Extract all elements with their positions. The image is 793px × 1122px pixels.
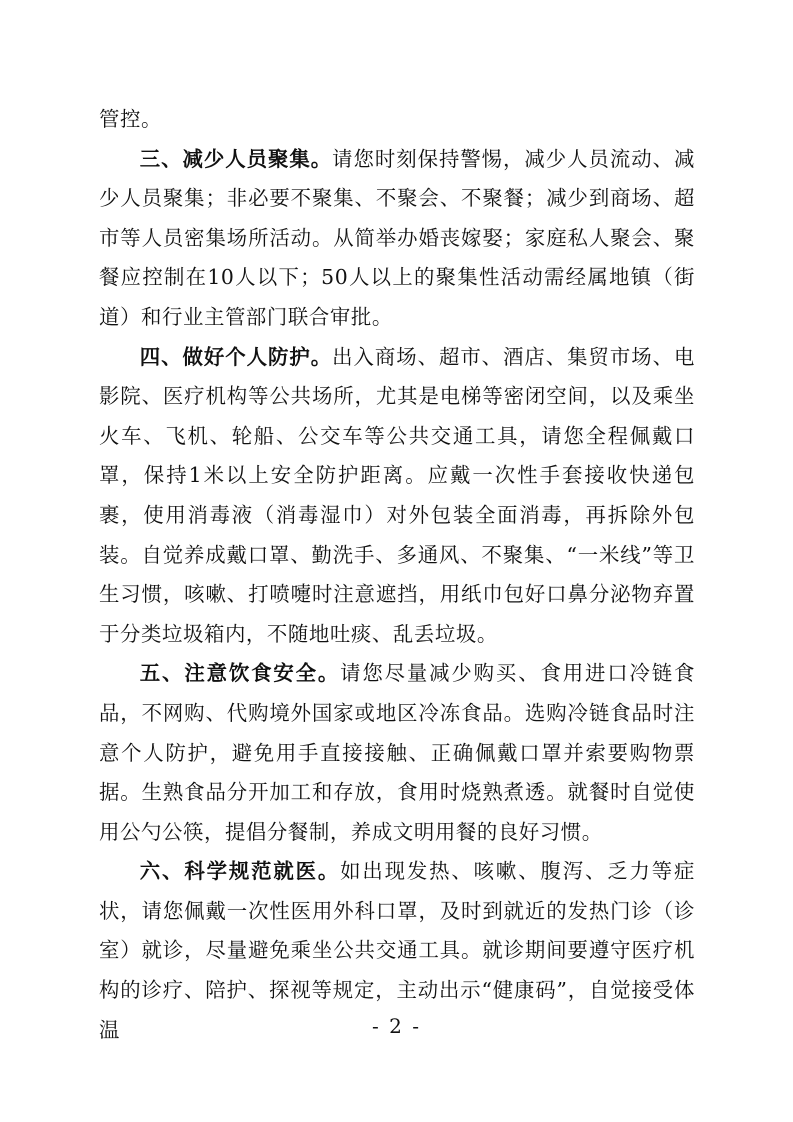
section-personal-protection [99,338,695,655]
document-body [99,100,695,1050]
section-text: 请您尽量减少购买、食用进口冷链食品，不网购、代购境外国家或地区冷冻食品。选购冷链食品时注意个人防护，避免用手直接接触、正确佩戴口罩并索要购物票据。生熟食品分开加工和存放，食用时烧熟煮透。就餐时自觉使用公勺公筷，提倡分餐制，养成文明用餐的良好习惯。 [99,661,695,844]
section-text: 如出现发热、咳嗽、腹泻、乏力等症状，请您佩戴一次性医用外科口罩，及时到就近的发热门诊（诊室）就诊，尽量避免乘坐公共交通工具。就诊期间要遵守医疗机构的诊疗、陪护、探视等规定，主动出示“健康码”，自觉接受体温 [99,859,695,1042]
section-text: 请您时刻保持警惕，减少人员流动、减少人员聚集；非必要不聚集、不聚会、不聚餐；减少到商场、超市等人员密集场所活动。从简举办婚丧嫁娶；家庭私人聚会、聚餐应控制在10人以下；50人以上的聚集性活动需经属地镇（街道）和行业主管部门联合审批。 [99,146,695,329]
section-reduce-gathering [99,140,695,338]
section-heading: 三、减少人员聚集。 [139,146,333,171]
page-number: - 2 - [372,1014,421,1038]
section-text: 出入商场、超市、酒店、集贸市场、电影院、医疗机构等公共场所，尤其是电梯等密闭空间，以及乘坐火车、飞机、轮船、公交车等公共交通工具，请您全程佩戴口罩，保持1米以上安全防护距离。应戴一次性手套接收快递包裹，使用消毒液（消毒湿巾）对外包装全面消毒，再拆除外包装。自觉养成戴口罩、勤洗手、多通风、不聚集、“一米线”等卫生习惯，咳嗽、打喷嚏时注意遮挡，用纸巾包好口鼻分泌物弃置于分类垃圾箱内，不随地吐痰、乱丢垃圾。 [99,344,695,646]
intro-paragraph: 管控。 [99,107,162,131]
section-food-safety [99,654,695,852]
section-heading: 四、做好个人防护。 [139,344,333,369]
section-heading: 五、注意饮食安全。 [139,661,341,686]
section-heading: 六、科学规范就医。 [139,859,341,884]
